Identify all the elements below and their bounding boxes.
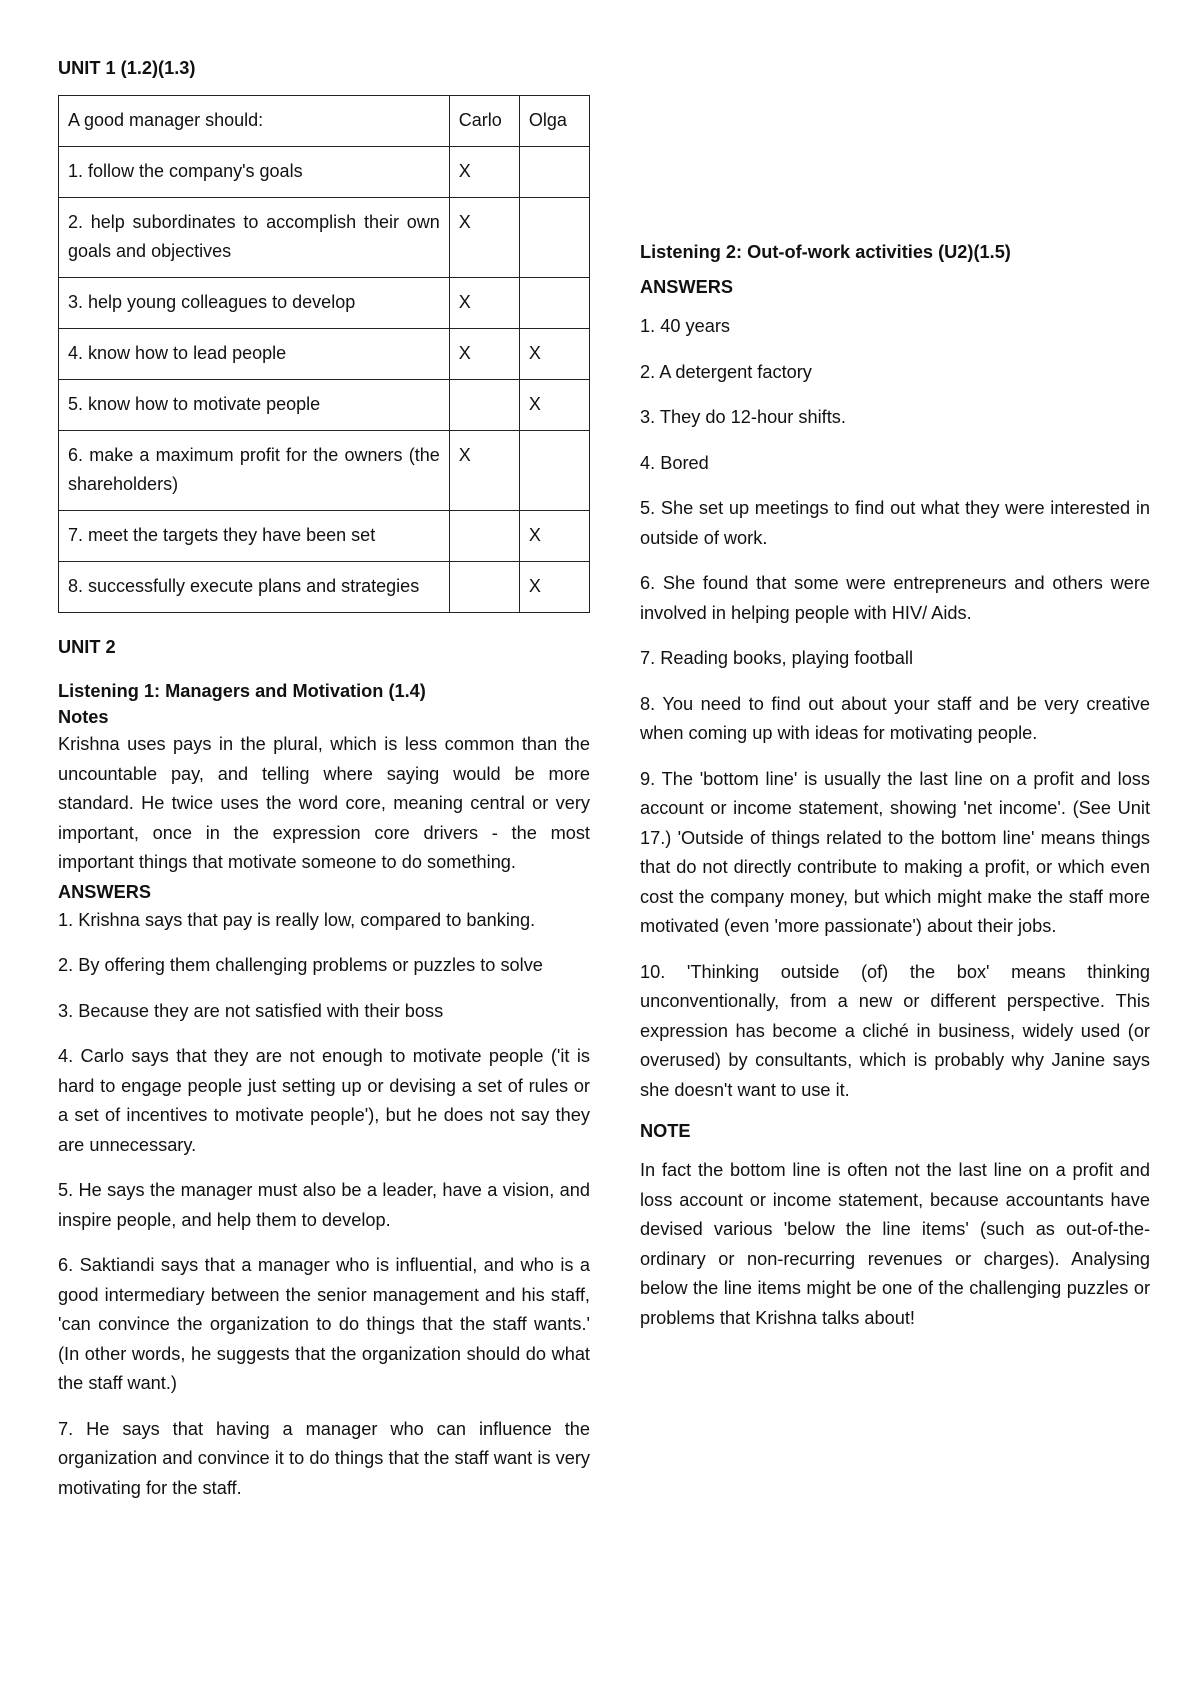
- answer-item: 4. Bored: [640, 452, 709, 473]
- notes-paragraph: Krishna uses pays in the plural, which is less common than the uncountable pay, and telling where saying would be more standard. He twice uses the word core, meaning central or very important, once in the expression core drivers - the most important things that motivate someone to do something.: [58, 734, 590, 872]
- table-cell: X: [519, 329, 589, 380]
- table-row: [59, 380, 590, 431]
- table-cell: X: [449, 278, 519, 329]
- table-cell: 5. know how to motivate people: [59, 380, 450, 431]
- table-row: [59, 278, 590, 329]
- table-cell: X: [449, 198, 519, 278]
- answer-item: 9. The 'bottom line' is usually the last line on a profit and loss account or income statement, showing 'net income'. (See Unit 17.) 'Outside of things related to the bottom line' means things that do not directly contribute to making a profit, or which even cost the company money, but which might make the staff more motivated (even 'more passionate') about their jobs.: [640, 768, 1150, 936]
- table-cell: [519, 198, 589, 278]
- table-cell: 8. successfully execute plans and strategies: [59, 562, 450, 613]
- answer-item: 5. He says the manager must also be a leader, have a vision, and inspire people, and help them to develop.: [58, 1180, 590, 1230]
- left-column: [58, 58, 590, 1519]
- listening1-title: Listening 1: Managers and Motivation (1.4): [58, 681, 426, 701]
- table-header-cell: Olga: [519, 96, 589, 147]
- table-header-cell: Carlo: [449, 96, 519, 147]
- table-cell: X: [449, 431, 519, 511]
- table-cell: X: [519, 380, 589, 431]
- table-row: [59, 329, 590, 380]
- table-row: [59, 562, 590, 613]
- note-label: NOTE: [640, 1121, 691, 1141]
- answer-item: 2. By offering them challenging problems or puzzles to solve: [58, 955, 543, 975]
- answer-item: 6. Saktiandi says that a manager who is influential, and who is a good intermediary between the senior management and his staff, 'can convince the organization to do things that the staff wants.' (In other words, he suggests that the organization should do what the staff want.): [58, 1255, 590, 1393]
- table-cell: [449, 380, 519, 431]
- manager-qualities-table: [58, 95, 590, 613]
- table-cell: [449, 511, 519, 562]
- answer-item: 8. You need to find out about your staff and be very creative when coming up with ideas for motivating people.: [640, 693, 1150, 743]
- answer-item: 3. They do 12-hour shifts.: [640, 407, 846, 427]
- right-column: [640, 242, 1150, 1349]
- answer-item: 5. She set up meetings to find out what they were interested in outside of work.: [640, 498, 1150, 548]
- answer-item: 4. Carlo says that they are not enough to motivate people ('it is hard to engage people just setting up or devising a set of rules or a set of incentives to motivate people'), but he does not say they are unnecessary.: [58, 1046, 590, 1155]
- notes-label: Notes: [58, 707, 109, 727]
- table-cell: [519, 278, 589, 329]
- table-cell: 3. help young colleagues to develop: [59, 278, 450, 329]
- table-cell: 2. help subordinates to accomplish their own goals and objectives: [59, 198, 450, 278]
- answer-item: 7. Reading books, playing football: [640, 648, 913, 668]
- note-paragraph: In fact the bottom line is often not the last line on a profit and loss account or income statement, because accountants have devised various 'below the line items' (such as out-of-the-ordinary or non-recurring revenues or charges). Analysing below the line items might be one of the challenging puzzles or problems that Krishna talks about!: [640, 1160, 1150, 1328]
- answer-item: 2. A detergent factory: [640, 361, 812, 382]
- table-row: [59, 147, 590, 198]
- table-row: [59, 431, 590, 511]
- table-cell: X: [519, 562, 589, 613]
- answer-item: 1. Krishna says that pay is really low, compared to banking.: [58, 909, 536, 930]
- table-cell: X: [519, 511, 589, 562]
- table-cell: 4. know how to lead people: [59, 329, 450, 380]
- answer-item: 7. He says that having a manager who can influence the organization and convince it to do things that the staff want is very motivating for the staff.: [58, 1418, 590, 1498]
- answer-item: 3. Because they are not satisfied with their boss: [58, 1000, 444, 1021]
- table-header-row: [59, 96, 590, 147]
- answer-item: 10. 'Thinking outside (of) the box' means thinking unconventionally, from a new or different perspective. This expression has become a cliché in business, widely used (or overused) by consultants, which is probably why Janine says she doesn't want to use it.: [640, 961, 1150, 1100]
- table-cell: 1. follow the company's goals: [59, 147, 450, 198]
- table-cell: 6. make a maximum profit for the owners (the shareholders): [59, 431, 450, 511]
- answer-item: 1. 40 years: [640, 316, 730, 336]
- table-cell: [449, 562, 519, 613]
- table-cell: X: [449, 147, 519, 198]
- table-cell: X: [449, 329, 519, 380]
- unit1-heading: UNIT 1 (1.2)(1.3): [58, 58, 196, 78]
- table-cell: 7. meet the targets they have been set: [59, 511, 450, 562]
- table-cell: [519, 431, 589, 511]
- answer-item: 6. She found that some were entrepreneurs and others were involved in helping people with HIV/ Aids.: [640, 573, 1150, 623]
- table-row: [59, 511, 590, 562]
- answers-label: ANSWERS: [640, 277, 733, 297]
- listening2-title: Listening 2: Out-of-work activities (U2)(1.5): [640, 242, 1011, 262]
- unit2-heading: UNIT 2: [58, 637, 116, 657]
- table-header-cell: A good manager should:: [59, 96, 450, 147]
- table-row: [59, 198, 590, 278]
- answers-label: ANSWERS: [58, 881, 151, 902]
- table-cell: [519, 147, 589, 198]
